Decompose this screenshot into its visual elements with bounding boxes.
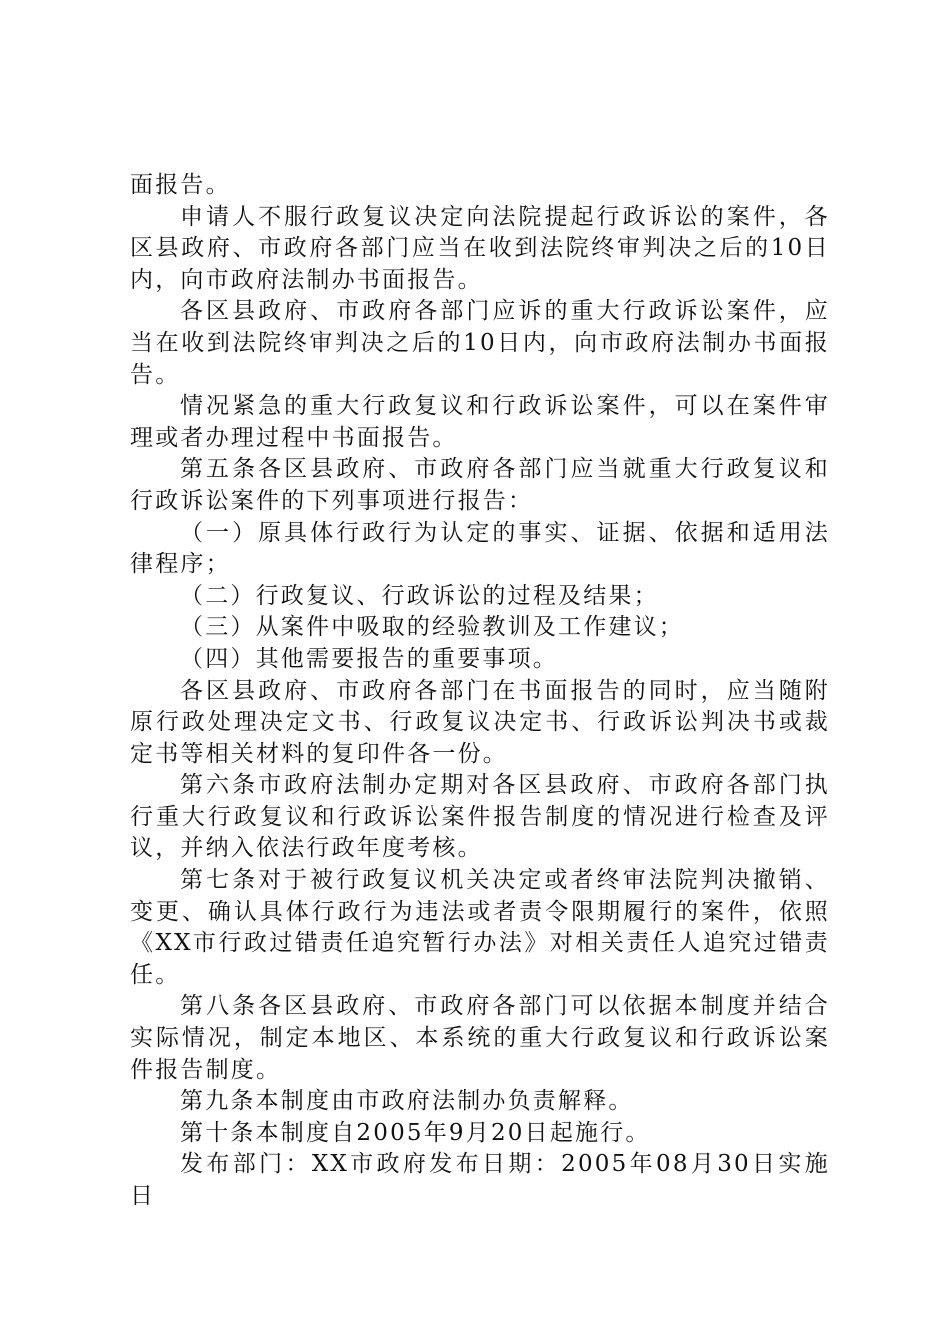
paragraph: 第六条市政府法制办定期对各区县政府、市政府各部门执行重大行政复议和行政诉讼案件报告制度的情况进行检查及评议，并纳入依法行政年度考核。	[130, 772, 830, 862]
paragraph: 第九条本制度由市政府法制办负责解释。	[180, 1088, 634, 1115]
paragraph: 情况紧急的重大行政复议和行政诉讼案件，可以在案件审理或者办理过程中书面报告。	[130, 393, 830, 451]
paragraph: 各区县政府、市政府各部门在书面报告的同时，应当随附原行政处理决定文书、行政复议决定书、行政诉讼判决书或裁定书等相关材料的复印件各一份。	[130, 677, 830, 767]
paragraph: （一）原具体行政行为认定的事实、证据、依据和适用法律程序；	[130, 519, 830, 578]
paragraph: 申请人不服行政复议决定向法院提起行政诉讼的案件，各区县政府、市政府各部门应当在收到法院终审判决之后的10日内，向市政府法制办书面报告。	[130, 203, 830, 293]
paragraph: 第五条各区县政府、市政府各部门应当就重大行政复议和行政诉讼案件的下列事项进行报告：	[130, 456, 830, 514]
paragraph: 第十条本制度自2005年9月20日起施行。	[180, 1119, 651, 1146]
paragraph: （四）其他需要报告的重要事项。	[180, 645, 558, 672]
paragraph: 发布部门：XX市政府发布日期：2005年08月30日实施日	[130, 1151, 830, 1209]
paragraph: 第七条对于被行政复议机关决定或者终审法院判决撤销、变更、确认具体行政行为违法或者责令限期履行的案件，依照《XX市行政过错责任追究暂行办法》对相关责任人追究过错责任。	[130, 867, 830, 988]
paragraph: 第八条各区县政府、市政府各部门可以依据本制度并结合实际情况，制定本地区、本系统的重大行政复议和行政诉讼案件报告制度。	[130, 993, 830, 1083]
document-body	[130, 170, 830, 1213]
paragraph: （二）行政复议、行政诉讼的过程及结果；	[180, 582, 659, 609]
paragraph: 面报告。	[130, 172, 231, 198]
paragraph: （三）从案件中吸取的经验教训及工作建议；	[180, 614, 684, 641]
paragraph: 各区县政府、市政府各部门应诉的重大行政诉讼案件，应当在收到法院终审判决之后的10日内，向市政府法制办书面报告。	[130, 298, 830, 388]
